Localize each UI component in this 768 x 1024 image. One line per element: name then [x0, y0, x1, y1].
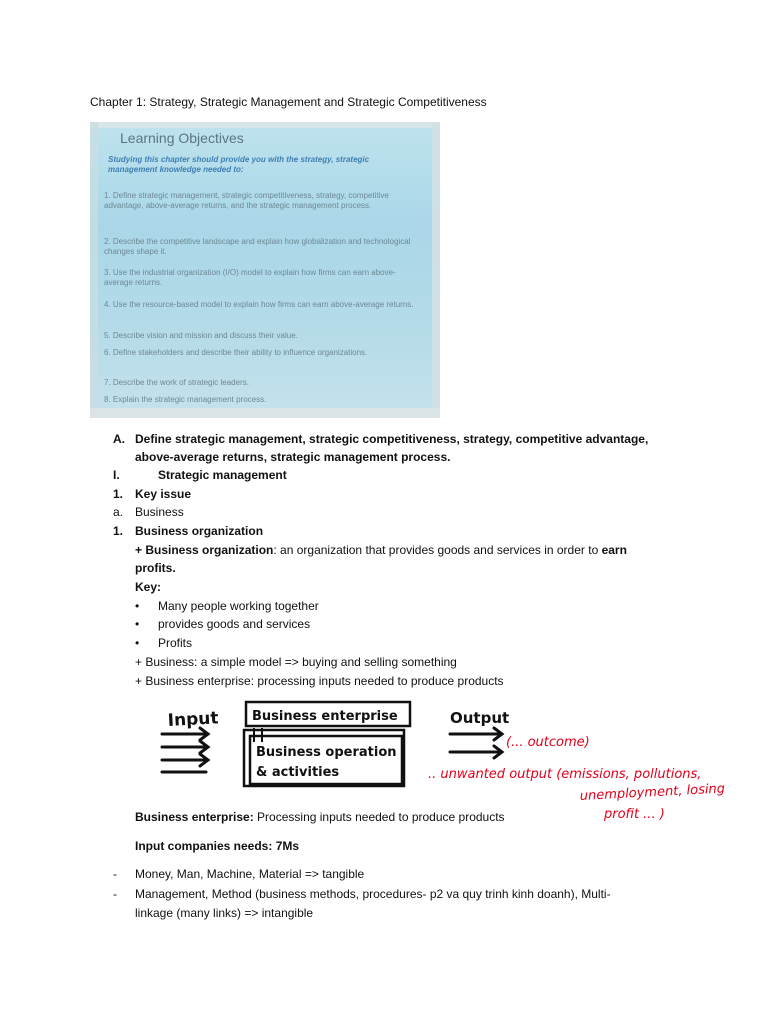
- outline-marker-a: A.: [113, 432, 125, 446]
- red-note-losing-profit: profit ... ): [604, 807, 665, 822]
- outline-marker-a-small: a.: [113, 505, 124, 519]
- dash-item-tangible: Money, Man, Machine, Material => tangible: [135, 867, 365, 881]
- business-enterprise-text: Processing inputs needed to produce products: [253, 810, 505, 824]
- slide-objective-5: 5. Describe vision and mission and discuss their value.: [104, 331, 298, 340]
- red-note-unwanted-output: .. unwanted output (emissions, pollutions,: [428, 767, 702, 782]
- operations-box-line1: Business operation: [256, 745, 397, 760]
- slide-objective-7: 7. Describe the work of strategic leaders.: [104, 378, 249, 387]
- slide-frame-top: [90, 122, 440, 128]
- operations-box-line2: & activities: [256, 765, 340, 780]
- red-note-outcome: (... outcome): [506, 735, 590, 750]
- sketch-input-label: Input: [167, 708, 220, 731]
- bullet-item: provides goods and services: [158, 617, 311, 631]
- outline-marker-1: 1.: [113, 487, 124, 501]
- bullet-dot: •: [135, 599, 140, 613]
- outline-key-issue: Key issue: [135, 487, 192, 501]
- bullet-item: Many people working together: [158, 599, 319, 613]
- slide-objective-3: 3. Use the industrial organization (I/O) model to explain how firms can earn above-average returns.: [104, 268, 396, 287]
- red-note-unemployment: unemployment, losing: [579, 781, 726, 804]
- dash-marker: -: [113, 887, 117, 901]
- slide-objective-8: 8. Explain the strategic management process.: [104, 395, 267, 404]
- dash-marker: -: [113, 867, 117, 881]
- sketch-drawing: [150, 696, 760, 826]
- business-enterprise-box-label: Business enterprise: [252, 709, 398, 724]
- outline-business-organization: Business organization: [135, 524, 264, 538]
- outline-marker-1b: 1.: [113, 524, 124, 538]
- dash-item-intangible: Management, Method (business methods, procedures- p2 va quy trinh kinh doanh), Multi-: [135, 887, 611, 901]
- learning-objectives-slide-photo: [90, 122, 440, 418]
- outline-i-text: Strategic management: [158, 468, 287, 482]
- input-arrows: [162, 728, 208, 772]
- dash-item-intangible-line2: linkage (many links) => intangible: [135, 906, 314, 920]
- bullet-dot: •: [135, 636, 140, 650]
- output-arrows: [450, 728, 502, 758]
- sketch-output-label: Output: [450, 709, 510, 727]
- input-needs-heading: Input companies needs: 7Ms: [135, 839, 300, 853]
- chapter-title: Chapter 1: Strategy, Strategic Management and Strategic Competitiveness: [90, 95, 487, 109]
- business-enterprise-term: Business enterprise:: [135, 810, 254, 824]
- slide-frame-right: [432, 122, 440, 418]
- business-enterprise-note: + Business enterprise: processing inputs needed to produce products: [135, 674, 504, 688]
- slide-objective-6: 6. Define stakeholders and describe their ability to influence organizations.: [104, 348, 368, 357]
- outline-a-line1: Define strategic management, strategic competitiveness, strategy, competitive advantage,: [135, 432, 649, 446]
- business-organization-definition: [135, 542, 627, 558]
- business-enterprise-definition: [135, 809, 505, 825]
- key-label: Key:: [135, 580, 162, 594]
- definition-line2: profits.: [135, 561, 176, 575]
- definition-emphasis: earn: [601, 543, 627, 557]
- slide-objective-2: 2. Describe the competitive landscape and explain how globalization and technological changes shape it.: [104, 237, 411, 256]
- bullet-dot: •: [135, 617, 140, 631]
- outline-marker-i: I.: [113, 468, 120, 482]
- slide-objective-1: 1. Define strategic management, strategic competitiveness, strategy, competitive advantage, above-average returns, and the strategic management process.: [104, 191, 389, 210]
- business-simple-model: + Business: a simple model => buying and selling something: [135, 655, 457, 669]
- slide-frame-bottom: [90, 408, 440, 418]
- slide-title: Learning Objectives: [120, 130, 244, 146]
- definition-body: : an organization that provides goods and services in order to: [273, 543, 602, 557]
- definition-term: + Business organization: [135, 543, 274, 557]
- slide-frame-left: [90, 122, 98, 418]
- slide-objective-4: 4. Use the resource-based model to explain how firms can earn above-average returns.: [104, 300, 414, 309]
- outline-business: Business: [135, 505, 184, 519]
- bullet-item: Profits: [158, 636, 193, 650]
- outline-a-line2: above-average returns, strategic management process.: [135, 450, 451, 464]
- slide-intro: Studying this chapter should provide you with the strategy, strategic management knowledge needed to:: [108, 155, 370, 174]
